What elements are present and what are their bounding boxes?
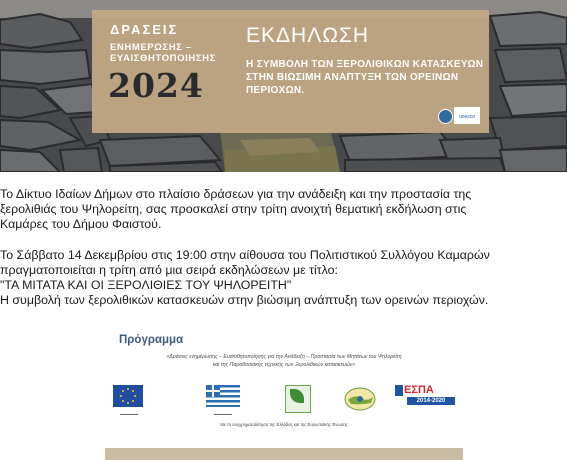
program-box (105, 328, 463, 460)
event-subtitle: Η ΣΥΜΒΟΛΗ ΤΩΝ ΞΕΡΟΛΙΘΙΚΩΝ ΚΑΤΑΣΚΕΥΩΝ ΣΤΗΝ ΒΙΩΣΙΜΗ ΑΝΑΠΤΥΞΗ ΤΩΝ ΟΡΕΙΝΩΝ ΠΕΡΙΟΧΩΝ. (246, 59, 484, 96)
unesco-logo-icon (438, 109, 453, 124)
program-subtitle-line2: και της Παραδοσιακής τεχνικής των Ξερολιθικών κατασκευών» (212, 362, 356, 368)
program-subtitle (105, 353, 463, 369)
espa-logo-icon (395, 384, 457, 410)
invitation-paragraph (0, 187, 567, 232)
bottom-strip (105, 448, 463, 460)
unesco-text: unesco (458, 114, 476, 120)
paragraph1-line3: Καμάρες του Δήμου Φαιστού. (0, 217, 162, 231)
program-subtitle-line1: «Δράσεις ενημέρωσης – Ευαισθητοποίησης για την Ανάδειξη – Προστασία των Μητάτων του Ψηλορείτη (166, 354, 402, 360)
eu-caption: ▬▬▬▬▬▬ (120, 412, 138, 416)
greek-caption: ▬▬▬▬▬▬ (214, 412, 232, 416)
espa-years: 2014-2020 (407, 397, 455, 405)
event-title: ΕΚΔΗΛΩΣΗ (246, 24, 370, 47)
crete-map-icon (343, 385, 377, 413)
cofund-note: Με τη συγχρηματοδότηση της Ελλάδας και της Ευρωπαϊκής Ένωσης (220, 422, 348, 427)
banner-year: 2024 (108, 66, 204, 105)
paragraph2-line3: "ΤΑ ΜΙΤΑΤΑ ΚΑΙ ΟΙ ΞΕΡΟΛΙΘΙΕΣ ΤΟΥ ΨΗΛΟΡΕΙΤΗ" (0, 278, 292, 292)
banner-label-top: ΔΡΑΣΕΙΣ (110, 22, 179, 37)
hero-image (0, 0, 567, 172)
event-details-paragraph (0, 248, 567, 308)
unesco-logo-text (454, 107, 480, 124)
eu-flag-icon (113, 385, 143, 407)
sponsor-logos (105, 381, 463, 421)
event-banner (92, 10, 489, 133)
paragraph2-line2: πραγματοποιείται η τρίτη από μια σειρά εκδηλώσεων με τίτλο: (0, 263, 338, 277)
greek-flag-icon (206, 385, 240, 407)
paragraph1-line2: ξερολιθιάς του Ψηλορείτη, σας προσκαλεί στην τρίτη ανοιχτή θεματική εκδήλωση στις (0, 202, 467, 216)
program-title: Πρόγραμμα (119, 334, 184, 346)
paragraph2-line1: Το Σάββατο 14 Δεκεμβρίου στις 19:00 στην αίθουσα του Πολιτιστικού Συλλόγου Καμαρών (0, 248, 490, 262)
leader-logo-icon (285, 385, 311, 413)
paragraph2-line4: Η συμβολή των ξερολιθικών κατασκευών στην βιώσιμη ανάπτυξη των ορεινών περιοχών. (0, 293, 489, 307)
banner-label-mid: ΕΝΗΜΕΡΩΣΗΣ – ΕΥΑΙΣΘΗΤΟΠΟΙΗΣΗΣ (110, 42, 216, 64)
paragraph1-line1: Το Δίκτυο Ιδαίων Δήμων στο πλαίσιο δράσεων για την ανάδειξη και την προστασία της (0, 187, 472, 201)
espa-name: ΕΣΠΑ (404, 384, 434, 396)
